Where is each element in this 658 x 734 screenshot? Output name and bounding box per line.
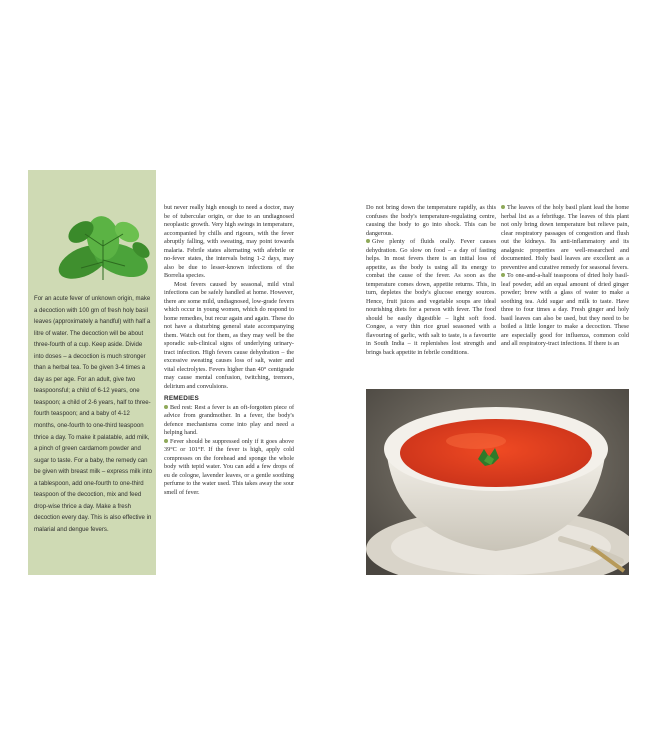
sidebar-box (28, 170, 156, 575)
sidebar-text: For an acute fever of unknown origin, make a decoction with 100 gm of fresh holy basil leaves (approximately a handful) with half a litre of water. The decoction will be about three-fourth of a cup. Keep aside. Divide into doses – a decoction is much stronger than a herbal tea. To be given 3-4 times a day as per age. For an adult, give two teaspoonsful; a child of 6-12 years, one teaspoon; a child of 2-6 years, half to three-fourth teaspoon; and a baby of 4-12 months, one-fourth to one-third teaspoon thrice a day. To make it palatable, add milk, a pinch of green cardamom powder and sugar to taste. For a baby, the remedy can be given with breast milk – express milk into a tablespoon, add one-fourth to one-third teaspoon of the decoction, mix and feed drop-wise thrice a day. Make a fresh decoction every day. This is also effective in malarial and dengue fevers. (34, 296, 152, 533)
soup-bowl-illustration (366, 389, 629, 575)
column-1-bullet-2 (164, 438, 294, 498)
column-1-bullet-1 (164, 404, 294, 438)
bullet-text: The leaves of the holy basil plant lead the home herbal list as a febrifuge. The leaves of this plant not only bring down temperature but relieve pain, clear respiratory passages of congestion and flush out the kidneys. Its anti-inflammatory and its analgesic properties are well-researched and documented. Holy basil leaves are excellent as a preventive and curative remedy for seasonal fevers. (501, 204, 629, 271)
bullet-text: Bed rest: Rest a fever is an oft-forgotten piece of advice from grandmother. In a fever, the body's defence mechanisms come into play and need a helping hand. (164, 403, 294, 436)
bullet-icon (164, 405, 168, 409)
basil-leaves-image (53, 210, 153, 290)
column-1-paragraph-1: but never really high enough to need a doctor, may be of tubercular origin, or due to an undiagnosed neoplastic growth. Very high swings in temperature, accompanied by chills and rigours, with the fever abruptly falling, with sweating, may point towards malaria. Febrile states alternating with afebrile or no-fever states, the intervals being 1-2 days, may also be due to lesser-known infections of the Borrelia species. (164, 204, 294, 279)
column-1 (164, 204, 294, 497)
bullet-icon (366, 239, 370, 243)
bullet-text: Give plenty of fluids orally. Fever causes dehydration. Go slow on food – a day of fasting helps. In most fevers there is an initial loss of appetite, as the body is using all its energy to combat the cause of the fever. As soon as the temperature comes down, appetite returns. This, in turn, depletes the body's glucose energy sources. Hence, fruit juices and vegetable soups are ideal nourishing diets for a person with fever. The food should be easily digestible – light soft food. Congee, a very thin rice gruel seasoned with a flavouring of garlic, with salt to taste, is a favourite in South India – it replenishes lost strength and brings back appetite in febrile conditions. (366, 238, 496, 356)
bullet-icon (501, 205, 505, 209)
column-1-paragraph-2: Most fevers caused by seasonal, mild viral infections can be safely handled at home. However, there are some mild, undiagnosed, low-grade fevers which occur in young women, which do respond to home remedies, but recur again and again. These do not have a disturbing general state accompanying them. Watch out for them, as they may well be the sporadic sub-clinical signs of underlying urinary-tract infection. High fevers cause dehydration – the excessive sweating causes loss of salt, water and vital electrolytes. Fevers higher than 40° centigrade may cause mental confusion, twitching, tremors, delirium and convulsions. (164, 280, 294, 390)
bullet-text: Fever should be suppressed only if it goes above 39°C or 101°F. If the fever is high, apply cold compresses on the forehead and sponge the whole body with tepid water. You can add a few drops of eu de cologne, lavender leaves, or a gentle soothing perfume to the water used. This takes away the sour smell of fever. (164, 437, 294, 496)
column-2-bullet-1 (366, 238, 496, 357)
remedies-heading: REMEDIES (164, 395, 199, 402)
column-3-bullet-2 (501, 272, 629, 349)
column-3 (501, 204, 629, 349)
tomato-soup-photo (366, 389, 629, 575)
column-3-bullet-1 (501, 204, 629, 272)
column-2-paragraph-1: Do not bring down the temperature rapidly, as this confuses the body's temperature-regulating centre, causing the body to go into shock. This can be dangerous. (366, 204, 496, 237)
column-2 (366, 204, 496, 357)
bullet-icon (164, 439, 168, 443)
bullet-icon (501, 273, 505, 277)
bullet-text: To one-and-a-half teaspoons of dried holy basil-leaf powder, add an equal amount of dried ginger powder; brew with a glass of water to make a soothing tea. Add sugar and milk to taste. Have three to four times a day. Fresh ginger and holy basil leaves can also be used, but they need to be boiled a little longer to make a decoction. These are especially good for influenza, common cold and all respiratory-tract infections. If there is an (501, 272, 629, 347)
